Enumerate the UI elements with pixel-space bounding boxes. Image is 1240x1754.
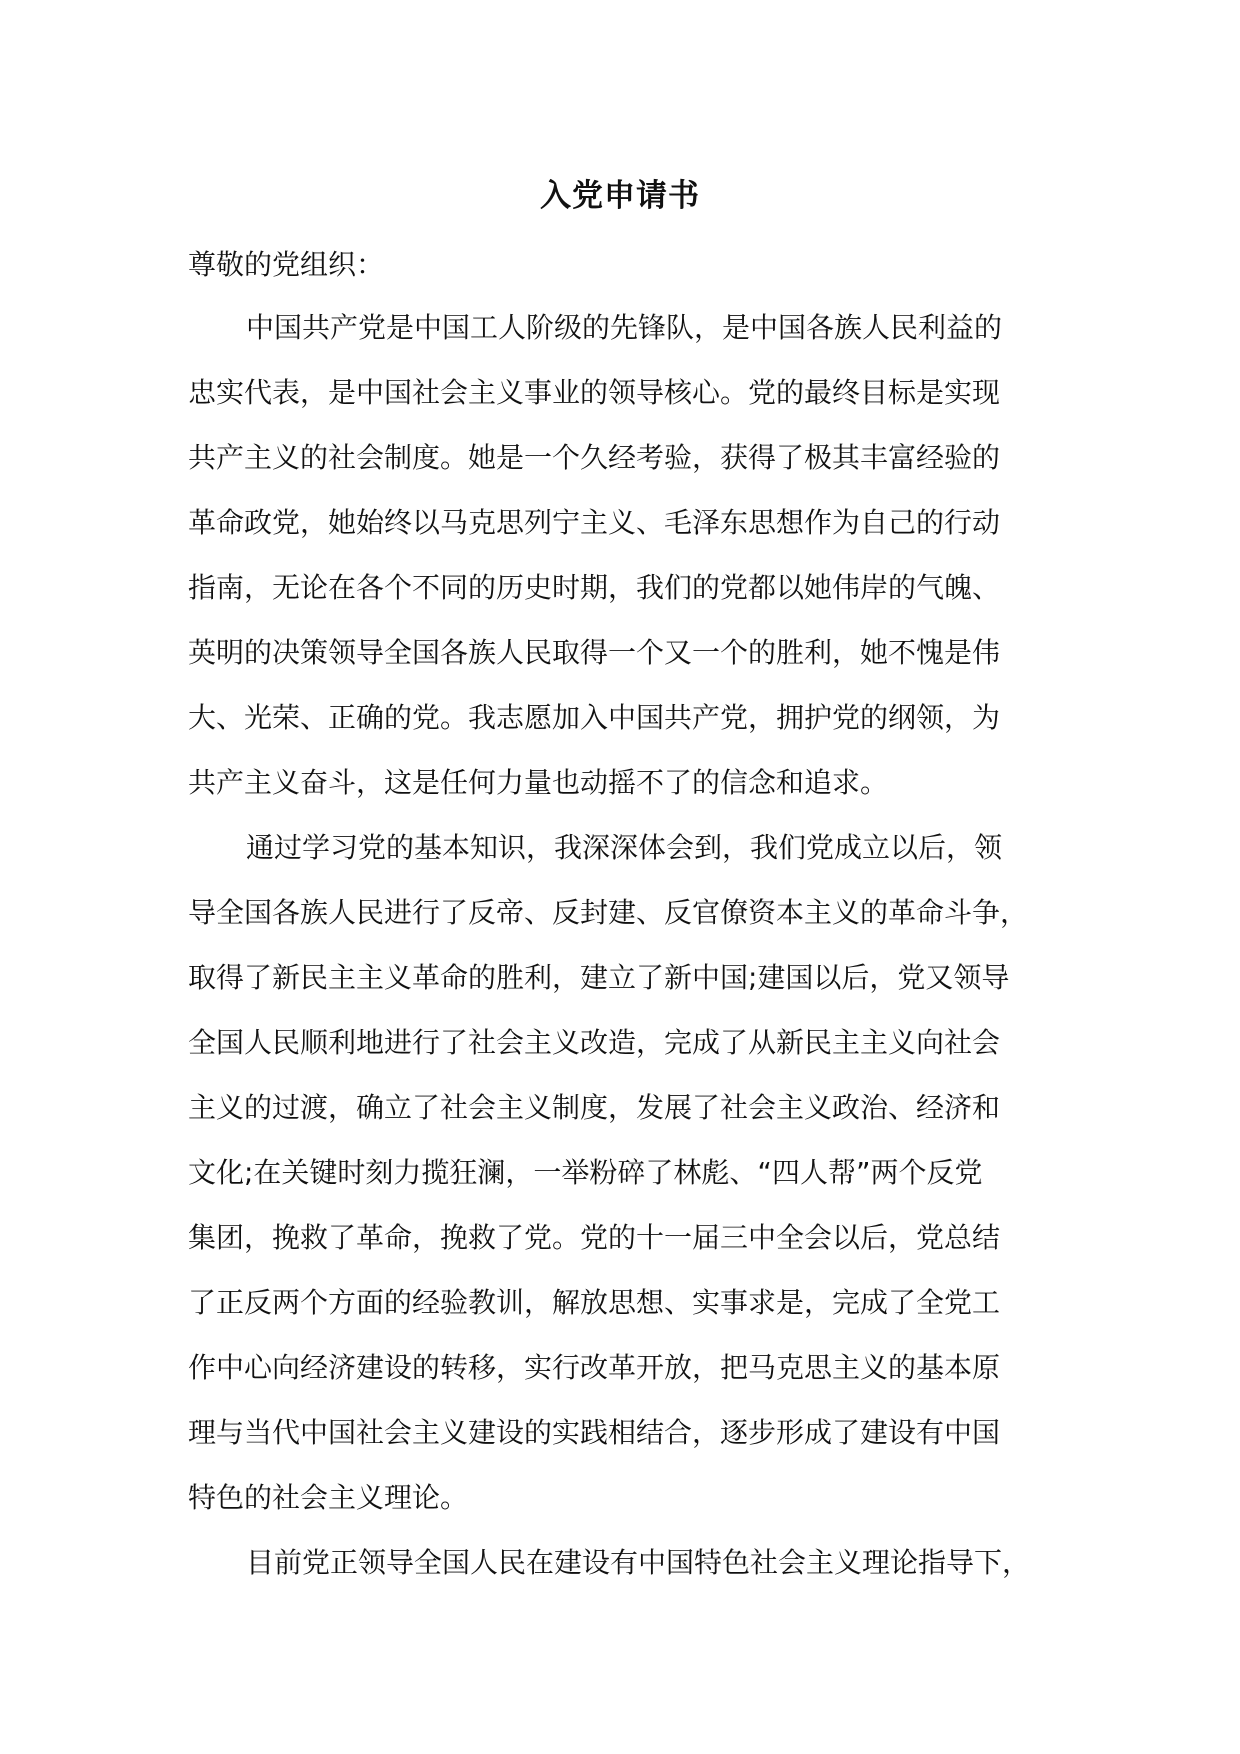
text-line: 导全国各族人民进行了反帝、反封建、反官僚资本主义的革命斗争， (188, 896, 1029, 929)
text-line: 了正反两个方面的经验教训，解放思想、实事求是，完成了全党工 (188, 1286, 1001, 1319)
text-line: 全国人民顺利地进行了社会主义改造，完成了从新民主主义向社会 (188, 1026, 1001, 1059)
text-line: 理与当代中国社会主义建设的实践相结合，逐步形成了建设有中国 (188, 1416, 1001, 1449)
text-line: 大、光荣、正确的党。我志愿加入中国共产党，拥护党的纲领，为 (188, 701, 1001, 734)
text-line: 通过学习党的基本知识，我深深体会到，我们党成立以后，领 (246, 831, 1003, 864)
text-line: 忠实代表，是中国社会主义事业的领导核心。党的最终目标是实现 (188, 376, 1001, 409)
text-line: 英明的决策领导全国各族人民取得一个又一个的胜利，她不愧是伟 (188, 636, 1001, 669)
text-line: 革命政党，她始终以马克思列宁主义、毛泽东思想作为自己的行动 (188, 506, 1001, 539)
text-line: 主义的过渡，确立了社会主义制度，发展了社会主义政治、经济和 (188, 1091, 1001, 1124)
text-line: 中国共产党是中国工人阶级的先锋队，是中国各族人民利益的 (246, 311, 1003, 344)
text-line: 共产主义的社会制度。她是一个久经考验，获得了极其丰富经验的 (188, 441, 1001, 474)
salutation: 尊敬的党组织： (188, 248, 385, 281)
text-line: 特色的社会主义理论。 (188, 1481, 469, 1514)
text-line: 文化;在关键时刻力揽狂澜，一举粉碎了林彪、“四人帮”两个反党 (188, 1156, 983, 1189)
text-line: 作中心向经济建设的转移，实行改革开放，把马克思主义的基本原 (188, 1351, 1001, 1384)
text-line: 目前党正领导全国人民在建设有中国特色社会主义理论指导下， (246, 1546, 1031, 1579)
text-line: 指南，无论在各个不同的历史时期，我们的党都以她伟岸的气魄、 (188, 571, 1001, 604)
text-line: 共产主义奋斗，这是任何力量也动摇不了的信念和追求。 (188, 766, 889, 799)
paragraph-2 (188, 822, 1088, 1537)
text-line: 集团，挽救了革命，挽救了党。党的十一届三中全会以后，党总结 (188, 1221, 1001, 1254)
document-title: 入党申请书 (540, 178, 700, 214)
document-body (188, 302, 1088, 1602)
paragraph-1 (188, 302, 1088, 822)
paragraph-3 (188, 1537, 1088, 1602)
text-line: 取得了新民主主义革命的胜利，建立了新中国;建国以后，党又领导 (188, 961, 1010, 994)
